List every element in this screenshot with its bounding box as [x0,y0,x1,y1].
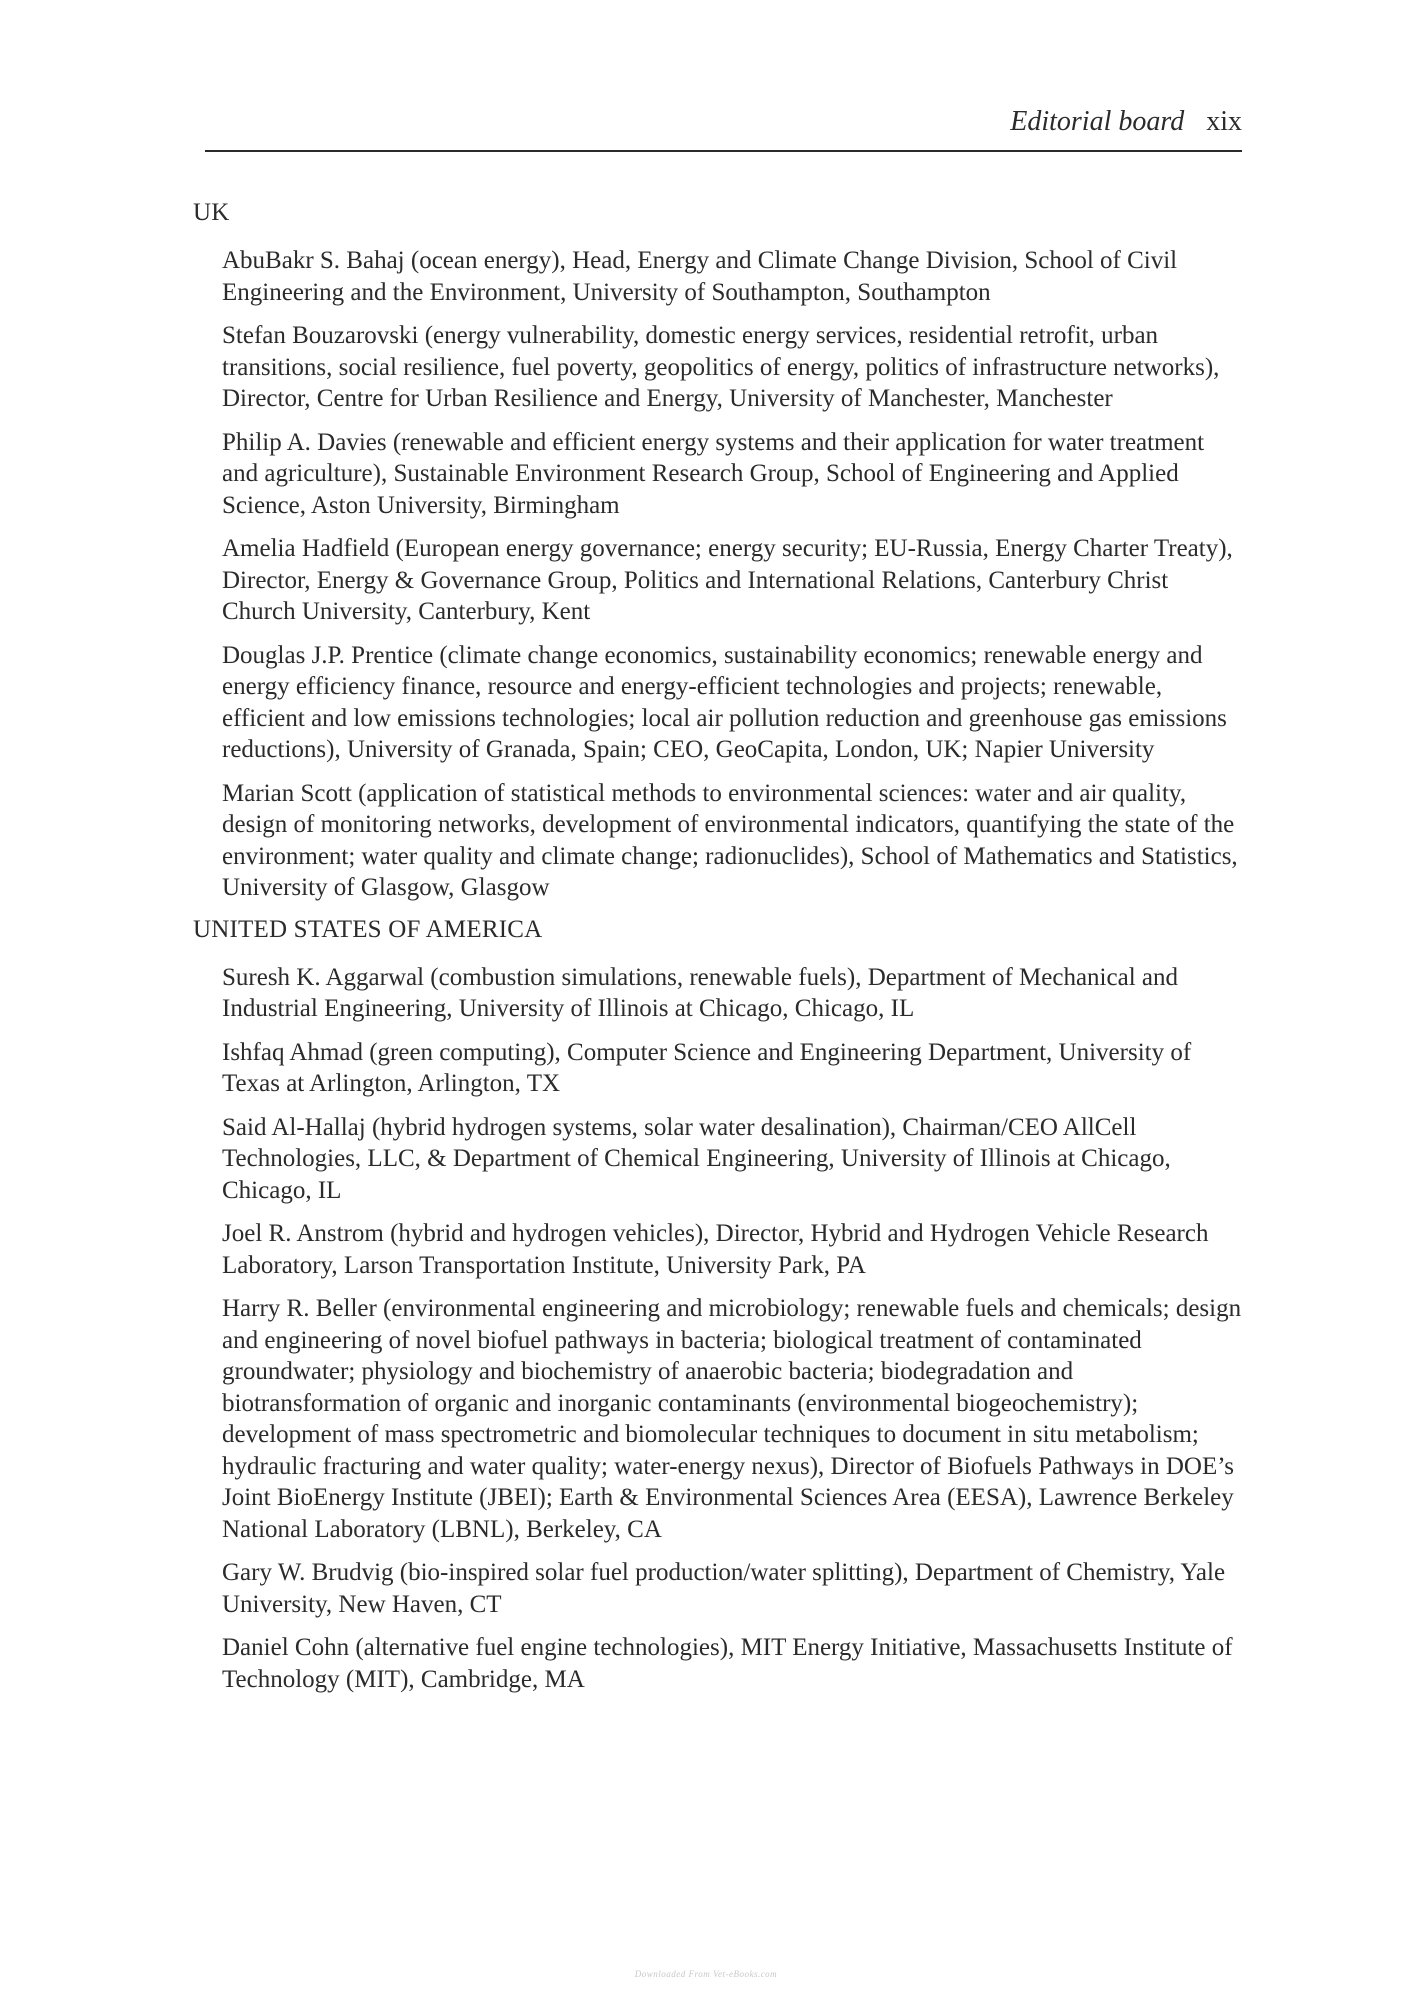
section-heading: UNITED STATES OF AMERICA [193,915,543,943]
section-usa [193,914,1243,1696]
page-number: xix [1206,106,1242,137]
board-member-entry: Marian Scott (application of statistical methods to environmental sciences: water and air quality, design of monitoring networks, development of environmental indicators, quantifying the state of the environment; water quality and climate change; radionuclides), School of Mathematics and Statistics, University of Glasgow, Glasgow [222,779,1238,901]
board-member-entry: AbuBakr S. Bahaj (ocean energy), Head, Energy and Climate Change Division, School of Civil Engineering and the Environment, University of Southampton, Southampton [222,247,1178,306]
board-member-entry: Amelia Hadfield (European energy governance; energy security; EU-Russia, Energy Charter Treaty), Director, Energy & Governance Group, Politics and International Relations, Canterbury Christ Church University, Canterbury, Kent [222,535,1233,625]
download-watermark: Downloaded From Vet-eBooks.com [634,1969,778,1979]
running-header [205,102,1242,152]
running-header-text [1010,106,1242,138]
section-uk [193,197,1243,904]
board-member-entry: Gary W. Brudvig (bio-inspired solar fuel production/water splitting), Department of Chemistry, Yale University, New Haven, CT [222,1559,1226,1618]
board-member-entry: Harry R. Beller (environmental engineering and microbiology; renewable fuels and chemicals; design and engineering of novel biofuel pathways in bacteria; biological treatment of contaminated groundwater; physiology and biochemistry of anaerobic bacteria; biodegradation and biotransformation of organic and inorganic contaminants (environmental biogeochemistry); development of mass spectrometric and biomolecular techniques to document in situ metabolism; hydraulic fracturing and water quality; water-energy nexus), Director of Biofuels Pathways in DOE’s Joint BioEnergy Institute (JBEI); Earth & Environmental Sciences Area (EESA), Lawrence Berkeley National Laboratory (LBNL), Berkeley, CA [222,1295,1242,1543]
board-member-entry: Said Al-Hallaj (hybrid hydrogen systems, solar water desalination), Chairman/CEO AllCell Technologies, LLC, & Department of Chemical Engineering, University of Illinois at Chicago, Chicago, IL [222,1113,1171,1204]
board-member-entry: Ishfaq Ahmad (green computing), Computer Science and Engineering Department, University of Texas at Arlington, Arlington, TX [222,1038,1192,1097]
editorial-board-list [193,197,1243,1695]
board-member-entry: Philip A. Davies (renewable and efficient energy systems and their application for water treatment and agriculture), Sustainable Environment Research Group, School of Engineering and Applied Science, Aston University, Birmingham [222,428,1205,519]
running-header-title: Editorial board [1010,106,1185,137]
board-member-entry: Joel R. Anstrom (hybrid and hydrogen vehicles), Director, Hybrid and Hydrogen Vehicle Research Laboratory, Larson Transportation Institute, University Park, PA [222,1220,1209,1279]
board-member-entry: Douglas J.P. Prentice (climate change economics, sustainability economics; renewable energy and energy efficiency finance, resource and energy-efficient technologies and projects; renewable, efficient and low emissions technologies; local air pollution reduction and greenhouse gas emissions reductions), University of Granada, Spain; CEO, GeoCapita, London, UK; Napier University [222,641,1227,763]
board-member-entry: Stefan Bouzarovski (energy vulnerability, domestic energy services, residential retrofit, urban transitions, social resilience, fuel poverty, geopolitics of energy, politics of infrastructure networks), Director, Centre for Urban Resilience and Energy, University of Manchester, Manchester [222,322,1220,412]
section-heading: UK [193,199,230,226]
board-member-entry: Suresh K. Aggarwal (combustion simulations, renewable fuels), Department of Mechanical and Industrial Engineering, University of Illinois at Chicago, Chicago, IL [222,963,1178,1022]
board-member-entry: Daniel Cohn (alternative fuel engine technologies), MIT Energy Initiative, Massachusetts Institute of Technology (MIT), Cambridge, MA [222,1634,1233,1693]
